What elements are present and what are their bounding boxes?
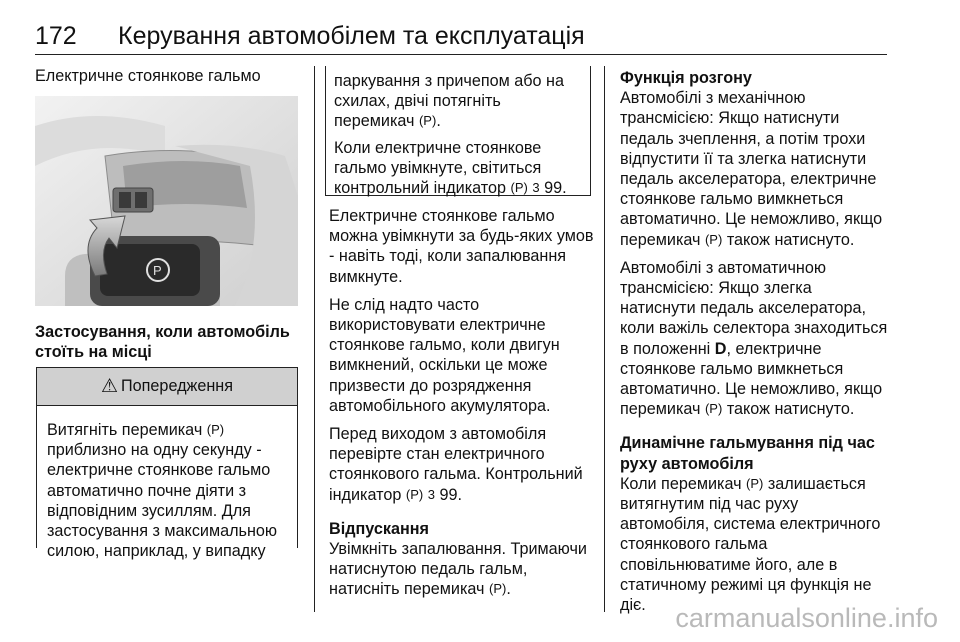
console-image [35, 96, 298, 306]
paragraph: Перед виходом з автомобіля перевірте стан електричного стоянкового гальма. Контрольний індикатор (P) 3 99. [329, 425, 583, 504]
paragraph: Не слід надто часто використовувати електричне стоянкове гальмо, коли двигун вимкнений, оскільки це може призвести до розрядження автомобільного акумулятора. [329, 295, 560, 415]
paragraph: Увімкніть запалювання. Тримаючи натиснутою педаль гальм, натисніть перемикач (P). [329, 540, 587, 599]
warning-header [37, 368, 297, 406]
warning-box-edge [297, 367, 298, 548]
column-3-text [620, 68, 895, 623]
paragraph: Коли перемикач (P) залишається витягнутим під час руху автомобіля, система електричного стоянкового гальма сповільнюватиме його, але в статичному режимі ця функція не діє. [620, 474, 881, 615]
release-heading: Відпускання [329, 519, 429, 538]
warning-continuation-box: паркування з причепом або на схилах, двічі потягніть перемикач (P). Коли електричне стоянкове гальмо увімкнуте, світиться контрольний індикатор (P) 3 99. [325, 66, 591, 196]
paragraph: Електричне стоянкове гальмо можна увімкнути за будь-яких умов - навіть тоді, коли запалювання вимкнуте. [329, 207, 594, 286]
parking-switch-icon: (P) [488, 581, 507, 597]
column-divider-1 [314, 66, 315, 612]
chapter-title: Керування автомобілем та експлуатація [118, 22, 585, 50]
column-2-text [329, 206, 597, 608]
paragraph: Автомобілі з механічною трансмісією: Якщо натиснути педаль зчеплення, а потім трохи відпустити її та злегка натиснути педаль акселератора, електричне стоянкове гальмо вимкнеться автоматично. Це неможливо, якщо перемикач (P) також натиснуто. [620, 89, 883, 249]
watermark: carmanualsonline.info [675, 603, 938, 633]
warning-box [36, 367, 297, 561]
page-ref-arrow-icon: 3 [427, 486, 435, 502]
parking-switch-icon: (P) [206, 422, 225, 437]
subheading-stationary [35, 322, 305, 362]
page-ref-arrow-icon: 3 [532, 180, 540, 196]
page-number: 172 [35, 22, 77, 50]
subheading-line-2: стоїть на місці [35, 343, 152, 362]
dynamic-braking-heading-2: руху автомобіля [620, 454, 754, 473]
parking-switch-icon: (P) [704, 231, 723, 247]
section-title: Електричне стоянкове гальмо [35, 67, 261, 85]
page-header [35, 22, 887, 54]
parking-switch-icon: (P) [405, 486, 424, 502]
parking-switch-icon: (P) [704, 401, 723, 417]
parking-switch-icon: (P) [510, 180, 528, 196]
column-divider-2 [604, 66, 605, 612]
parking-brake-illustration [35, 96, 298, 306]
svg-text:P: P [153, 263, 162, 278]
header-rule [35, 54, 887, 55]
paragraph: Автомобілі з автоматичною трансмісією: Якщо злегка натиснути педаль акселератора, коли важіль селектора знаходиться в положенні D, електричне стоянкове гальмо вимкнеться автоматично. Це неможливо, якщо перемикач (P) також натиснуто. [620, 258, 888, 419]
parking-switch-icon: (P) [418, 113, 437, 129]
warning-text: Витягніть перемикач (P) приблизно на одну секунду - електричне стоянкове гальмо автоматично почне діяти з відповідним зусиллям. Для застосування з максимальною силою, наприклад, у випадку [47, 421, 278, 561]
warning-title: Попередження [121, 377, 234, 395]
hill-start-heading: Функція розгону [620, 69, 752, 87]
column-1 [35, 66, 305, 86]
parking-switch-icon: (P) [746, 475, 764, 491]
warning-triangle-icon: ⚠ [100, 376, 119, 397]
subheading-line-1: Застосування, коли автомобіль [35, 323, 290, 341]
dynamic-braking-heading-1: Динамічне гальмування під час [620, 434, 875, 453]
